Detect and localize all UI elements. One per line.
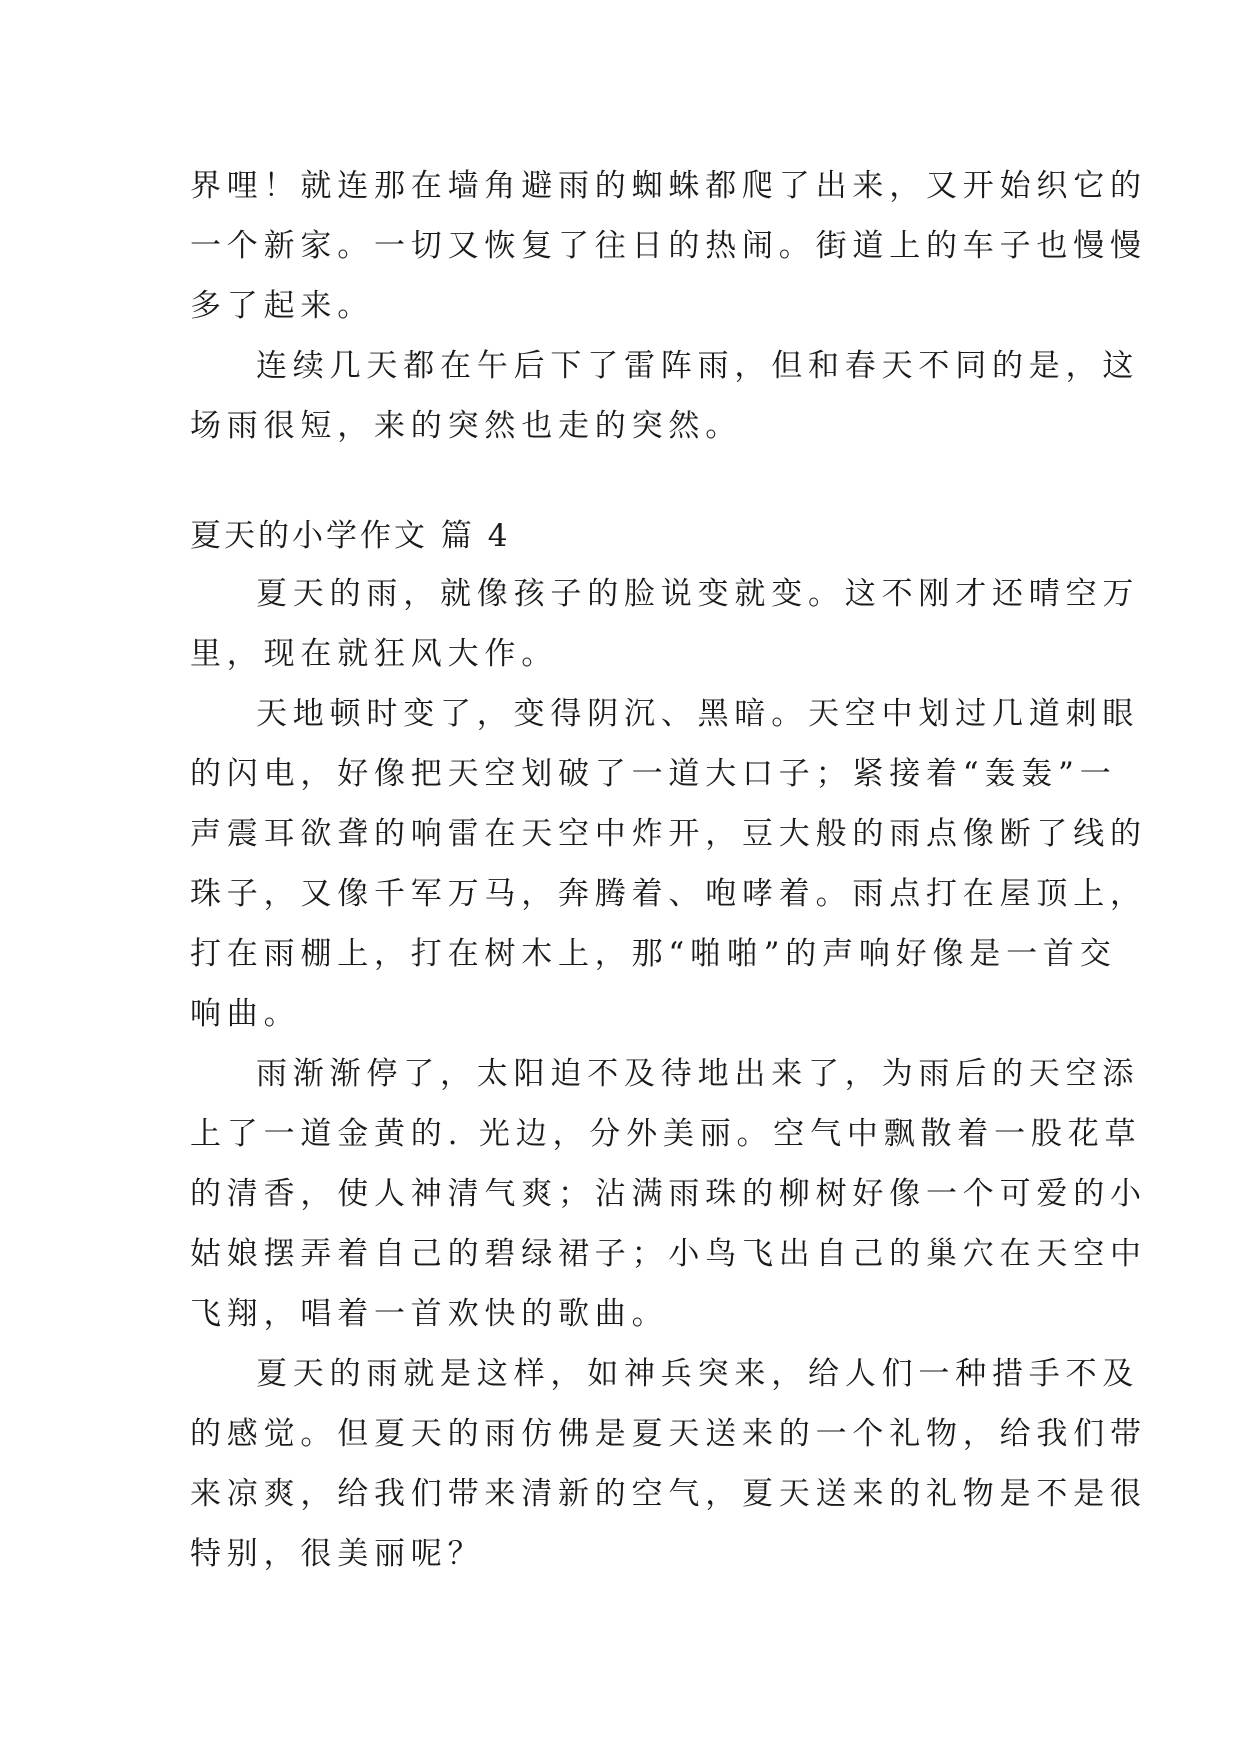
paragraph-line: 夏天的雨就是这样，如神兵突来，给人们一种措手不及 [256, 1356, 1140, 1392]
paragraph-line: 的清香，使人神清气爽；沾满雨珠的柳树好像一个可爱的小 [190, 1176, 1147, 1212]
paragraph-line: 上了一道金黄的. 光边，分外美丽。空气中飘散着一股花草 [190, 1116, 1142, 1152]
paragraph-line: 的闪电，好像把天空划破了一道大口子；紧接着“轰轰”一 [190, 756, 1117, 792]
paragraph-line: 夏天的雨，就像孩子的脸说变就变。这不刚才还晴空万 [256, 576, 1140, 612]
paragraph-line: 里，现在就狂风大作。 [190, 636, 558, 672]
paragraph-line: 天地顿时变了，变得阴沉、黑暗。天空中划过几道刺眼 [256, 696, 1140, 732]
paragraph-line: 飞翔，唱着一首欢快的歌曲。 [190, 1296, 669, 1332]
paragraph-line: 姑娘摆弄着自己的碧绿裙子；小鸟飞出自己的巢穴在天空中 [190, 1236, 1147, 1272]
paragraph-line: 珠子，又像千军万马，奔腾着、咆哮着。雨点打在屋顶上， [190, 876, 1147, 912]
paragraph-line: 的感觉。但夏天的雨仿佛是夏天送来的一个礼物，给我们带 [190, 1416, 1147, 1452]
paragraph-line: 连续几天都在午后下了雷阵雨，但和春天不同的是，这 [256, 348, 1140, 384]
paragraph-line: 多了起来。 [190, 288, 374, 324]
paragraph-line: 雨渐渐停了，太阳迫不及待地出来了，为雨后的天空添 [256, 1056, 1140, 1092]
paragraph-line: 界哩！就连那在墙角避雨的蜘蛛都爬了出来，又开始织它的 [190, 168, 1147, 204]
paragraph-line: 来凉爽，给我们带来清新的空气，夏天送来的礼物是不是很 [190, 1476, 1147, 1512]
paragraph-line: 响曲。 [190, 996, 301, 1032]
paragraph-line: 声震耳欲聋的响雷在天空中炸开，豆大般的雨点像断了线的 [190, 816, 1147, 852]
paragraph-line: 特别，很美丽呢？ [190, 1536, 485, 1572]
paragraph-line: 打在雨棚上，打在树木上，那“啪啪”的声响好像是一首交 [190, 936, 1117, 972]
paragraph-line: 场雨很短，来的突然也走的突然。 [190, 408, 742, 444]
section-heading: 夏天的小学作文 篇 4 [190, 518, 511, 554]
paragraph-line: 一个新家。一切又恢复了往日的热闹。街道上的车子也慢慢 [190, 228, 1147, 264]
